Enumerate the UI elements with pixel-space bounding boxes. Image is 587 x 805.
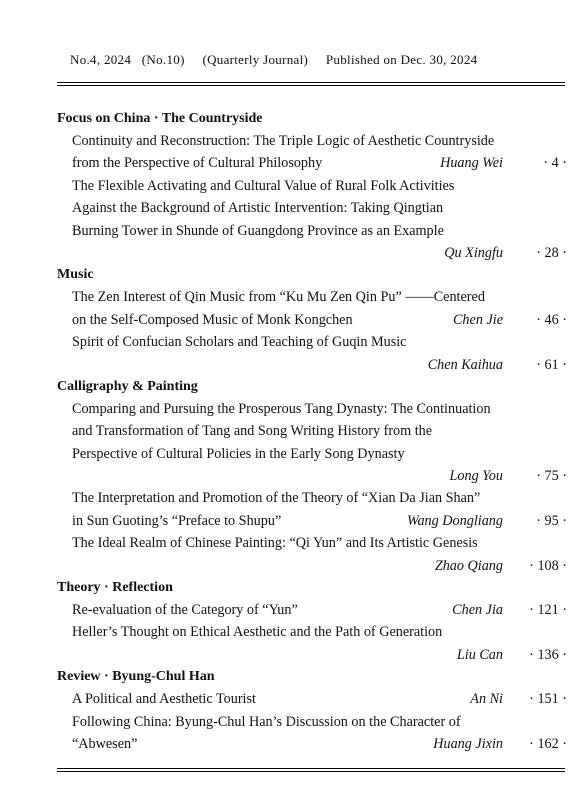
article-title-line (72, 688, 567, 710)
article-title-text: in Sun Guoting’s “Preface to Shupu” (72, 512, 282, 529)
article-author: Huang Jixin (433, 735, 503, 752)
section-title: Review · Byung-Chul Han (57, 669, 215, 685)
article-author: Qu Xingfu (444, 244, 503, 261)
bottom-divider (57, 768, 565, 772)
article-title-line (72, 175, 567, 197)
article-author-line (72, 354, 567, 376)
article-title-line (72, 220, 567, 242)
page-number: · 75 · (536, 468, 567, 485)
section-title: Music (57, 267, 94, 283)
article-title-line (72, 510, 567, 532)
article-title-text: Continuity and Reconstruction: The Triple Logic of Aesthetic Countryside (72, 133, 495, 149)
article-title-text: A Political and Aesthetic Tourist (72, 691, 256, 708)
article-title-line (72, 443, 567, 465)
article-title-text: Comparing and Pursuing the Prosperous Tang Dynasty: The Continuation (72, 400, 491, 417)
table-of-contents (57, 108, 567, 755)
article-title-line (72, 487, 567, 509)
article-title-line (72, 130, 567, 152)
top-divider (57, 82, 565, 86)
article-title-line (72, 286, 567, 308)
article-title-text: on the Self-Composed Music of Monk Kongchen (72, 311, 353, 328)
article-author: Zhao Qiang (434, 557, 503, 574)
page-number: · 108 · (529, 557, 567, 574)
article-author: Wang Dongliang (406, 512, 503, 529)
article-author: Chen Jie (452, 311, 503, 328)
article-title-line (72, 197, 567, 219)
article-title-text: Perspective of Cultural Policies in the Early Song Dynasty (72, 445, 405, 462)
article-author-line (72, 644, 567, 666)
page-number: · 162 · (529, 735, 567, 752)
article-author: Chen Jia (452, 602, 503, 619)
serial-number: (No.10) (141, 52, 185, 67)
article-title-text: The Interpretation and Promotion of the Theory of “Xian Da Jian Shan” (72, 490, 481, 507)
article-title-line (72, 331, 567, 353)
section-title: Theory · Reflection (57, 580, 173, 596)
article-title-line (72, 309, 567, 331)
article-title-text: Following China: Byung-Chul Han’s Discussion on the Character of (72, 713, 461, 730)
page-number: · 46 · (536, 311, 567, 328)
article-title-text: Re-evaluation of the Category of “Yun” (72, 602, 298, 619)
article-title-line (72, 398, 567, 420)
issue-number: No.4, 2024 (70, 52, 132, 67)
page-number: · 121 · (529, 602, 567, 619)
article-author-line (72, 465, 567, 487)
article-title-text: Burning Tower in Shunde of Guangdong Province as an Example (72, 222, 444, 239)
article-title-line (72, 420, 567, 442)
page-number: · 28 · (536, 244, 567, 261)
page-number: · 4 · (543, 155, 567, 172)
article-title-text: “Abwesen” (72, 735, 138, 752)
article-author: Chen Kaihua (427, 356, 503, 373)
publication-date: Published on Dec. 30, 2024 (325, 52, 478, 67)
article-title-line (72, 621, 567, 643)
article-author: Huang Wei (440, 155, 503, 172)
article-title-text: The Ideal Realm of Chinese Painting: “Qi Yun” and Its Artistic Genesis (72, 535, 478, 552)
article-title-text: from the Perspective of Cultural Philosophy (72, 155, 323, 172)
section-title: Focus on China · The Countryside (57, 111, 263, 126)
page-number: · 136 · (529, 646, 567, 663)
section-title: Calligraphy & Painting (57, 378, 198, 394)
journal-header (70, 52, 477, 68)
article-title-line (72, 711, 567, 733)
article-title-line (72, 733, 567, 755)
page-number: · 151 · (529, 691, 567, 708)
article-title-text: Spirit of Confucian Scholars and Teaching of Guqin Music (72, 334, 407, 351)
article-author: An Ni (470, 691, 503, 708)
page-number: · 61 · (536, 356, 567, 373)
article-title-line (72, 599, 567, 621)
article-title-text: and Transformation of Tang and Song Writing History from the (72, 423, 433, 440)
article-title-text: The Zen Interest of Qin Music from “Ku Mu Zen Qin Pu” ——Centered (72, 289, 485, 306)
article-author: Long You (449, 468, 503, 485)
journal-type: (Quarterly Journal) (202, 52, 309, 67)
article-title-text: The Flexible Activating and Cultural Value of Rural Folk Activities (72, 177, 455, 194)
article-author-line (72, 555, 567, 577)
article-title-text: Heller’s Thought on Ethical Aesthetic and the Path of Generation (72, 624, 443, 641)
page-number: · 95 · (536, 512, 567, 529)
article-title-text: Against the Background of Artistic Intervention: Taking Qingtian (72, 200, 444, 217)
article-author-line (72, 242, 567, 264)
article-title-line (72, 532, 567, 554)
article-author: Liu Can (456, 646, 503, 663)
article-title-line (72, 152, 567, 174)
